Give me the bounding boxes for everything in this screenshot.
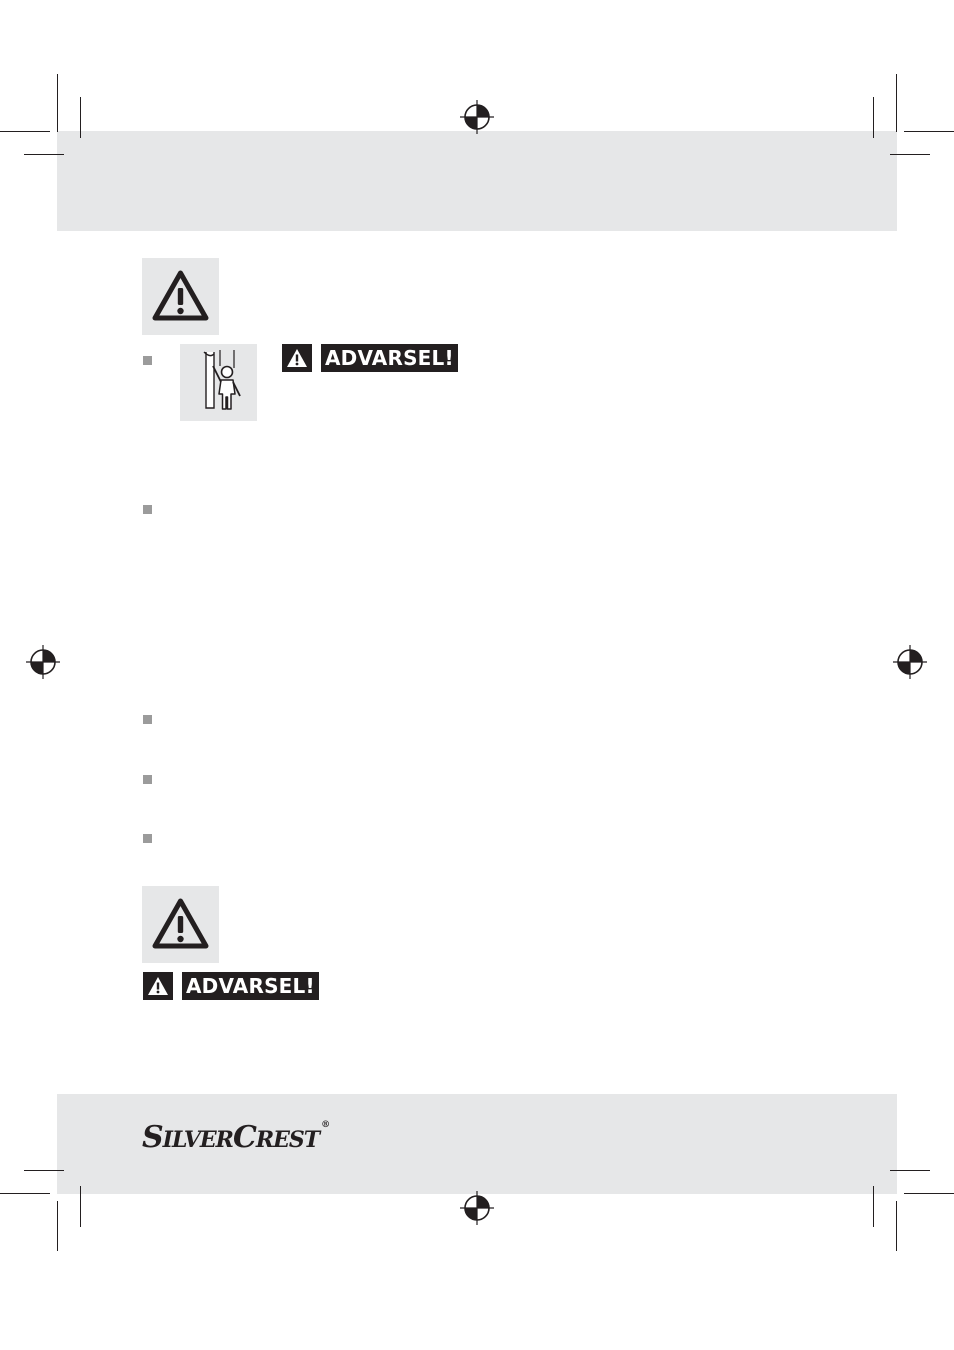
warning-triangle-icon [142, 886, 219, 963]
list-bullet [143, 715, 152, 724]
crop-mark [904, 1193, 954, 1194]
registration-mark-icon [460, 100, 494, 134]
child-curtain-cord-icon [180, 344, 257, 421]
crop-mark [873, 97, 874, 138]
warning-label-text: ADVARSEL! [182, 972, 319, 1000]
logo-letter: C [232, 1120, 256, 1155]
registered-mark: ® [321, 1120, 331, 1130]
warning-label [282, 344, 458, 372]
registration-mark-icon [893, 645, 927, 679]
crop-mark [890, 154, 930, 155]
warning-triangle-icon [143, 972, 173, 1000]
crop-mark [0, 1193, 50, 1194]
logo-text: ILVER [162, 1127, 233, 1153]
crop-mark [80, 97, 81, 138]
registration-mark-icon [460, 1191, 494, 1225]
child-safety-icon-box [180, 344, 257, 421]
logo-text: REST [255, 1127, 320, 1153]
brand-logo [142, 1120, 330, 1155]
crop-mark [904, 131, 954, 132]
crop-mark [57, 74, 58, 132]
list-bullet [143, 505, 152, 514]
warning-label [143, 972, 319, 1000]
crop-mark [0, 131, 50, 132]
crop-mark [896, 1201, 897, 1251]
crop-mark [873, 1186, 874, 1227]
warning-icon-box [142, 258, 219, 335]
crop-mark [80, 1186, 81, 1227]
crop-mark [890, 1170, 930, 1171]
logo-letter: S [142, 1120, 163, 1155]
registration-mark-icon [26, 645, 60, 679]
crop-mark [896, 74, 897, 132]
list-bullet [143, 775, 152, 784]
header-band [57, 131, 897, 231]
warning-triangle-icon [282, 344, 312, 372]
warning-triangle-icon [142, 258, 219, 335]
crop-mark [57, 1201, 58, 1251]
warning-label-text: ADVARSEL! [321, 344, 458, 372]
list-bullet [143, 834, 152, 843]
crop-mark [24, 1170, 64, 1171]
crop-mark [24, 154, 64, 155]
list-bullet [143, 356, 152, 365]
warning-icon-box [142, 886, 219, 963]
